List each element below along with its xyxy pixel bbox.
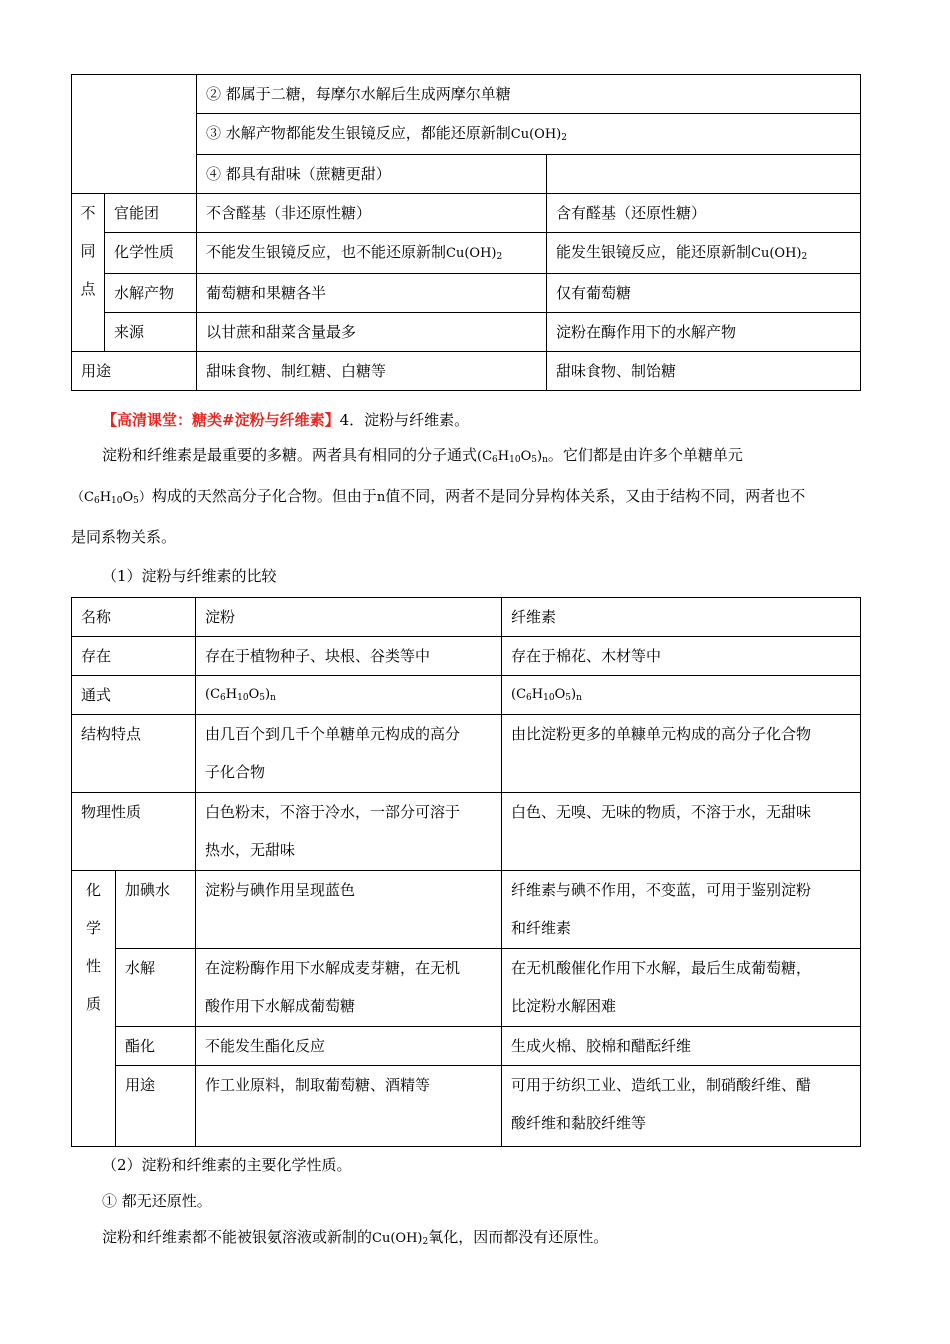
- row-label: 结构特点: [72, 715, 196, 793]
- maltose-cell: 含有醛基（还原性糖）: [547, 194, 861, 233]
- subheading-2: （2）淀粉和纤维素的主要化学性质。: [102, 1156, 352, 1174]
- cellulose-cell: 纤维素: [502, 598, 861, 637]
- cellulose-cell: 纤维素与碘不作用，不变蓝，可用于鉴别淀粉 和纤维素: [502, 871, 861, 949]
- maltose-cell: 能发生银镜反应，能还原新制$Cu(OH)_2$: [547, 233, 861, 274]
- diff-label: 不同点: [72, 194, 105, 352]
- section-title: 4．淀粉与纤维素。: [339, 411, 470, 429]
- cellulose-cell: 白色、无嗅、无味的物质，不溶于水，无甜味: [502, 793, 861, 871]
- sucrose-cell: 不含醛基（非还原性糖）: [197, 194, 547, 233]
- row-label: 通式: [72, 676, 196, 715]
- common-row-4: ④ 都具有甜味（蔗糖更甜）: [197, 155, 547, 194]
- sucrose-cell: 以甘蔗和甜菜含量最多: [197, 313, 547, 352]
- disaccharide-comparison-table: [71, 74, 861, 391]
- subheading-1: （1）淀粉与纤维素的比较: [102, 567, 277, 585]
- starch-cell: 由几百个到几千个单糖单元构成的高分 子化合物: [196, 715, 502, 793]
- sucrose-cell: 不能发生银镜反应，也不能还原新制$Cu(OH)_2$: [197, 233, 547, 274]
- maltose-cell: 仅有葡萄糖: [547, 274, 861, 313]
- chem-row-label: 水解: [116, 949, 196, 1027]
- blank-label-cell: [72, 75, 197, 194]
- paragraph-line: 淀粉和纤维素是最重要的多糖。两者具有相同的分子通式$(C_6H_{10}O_5)_n$。它们都是由许多个单糖单元: [102, 446, 743, 465]
- cellulose-cell: 可用于纺织工业、造纸工业，制硝酸纤维、醋 酸纤维和黏胶纤维等: [502, 1066, 861, 1147]
- diff-row-label: 来源: [105, 313, 197, 352]
- starch-cell: 白色粉末，不溶于冷水，一部分可溶于 热水，无甜味: [196, 793, 502, 871]
- paragraph-line: 是同系物关系。: [71, 528, 177, 546]
- point-1: ① 都无还原性。: [102, 1192, 212, 1210]
- chem-row-label: 酯化: [116, 1027, 196, 1066]
- starch-cell: 不能发生酯化反应: [196, 1027, 502, 1066]
- cellulose-cell: 由比淀粉更多的单糠单元构成的高分子化合物: [502, 715, 861, 793]
- section-heading: [102, 401, 469, 440]
- starch-formula: $(C_6H_{10}O_5)_n$: [196, 676, 502, 715]
- common-row-2: ② 都属于二糖，每摩尔水解后生成两摩尔单糖: [197, 75, 861, 114]
- diff-row-label: 官能团: [105, 194, 197, 233]
- starch-cell: 在淀粉酶作用下水解成麦芽糖，在无机 酸作用下水解成葡萄糖: [196, 949, 502, 1027]
- sucrose-cell: 甜味食物、制红糖、白糖等: [197, 352, 547, 391]
- paragraph-line: 淀粉和纤维素都不能被银氨溶液或新制的$Cu(OH)_2$氧化，因而都没有还原性。: [102, 1228, 609, 1247]
- chem-row-label: 用途: [116, 1066, 196, 1147]
- cellulose-formula: $(C_6H_{10}O_5)_n$: [502, 676, 861, 715]
- row-label: 存在: [72, 637, 196, 676]
- row-label: 名称: [72, 598, 196, 637]
- cellulose-cell: 生成火棉、胶棉和醋酝纤维: [502, 1027, 861, 1066]
- section-tag: 【高清课堂：糖类#淀粉与纤维素】: [102, 411, 340, 429]
- row-label: 物理性质: [72, 793, 196, 871]
- starch-cell: 淀粉与碘作用呈现蓝色: [196, 871, 502, 949]
- starch-cell: 淀粉: [196, 598, 502, 637]
- common-row-3: ③ 水解产物都能发生银镜反应，都能还原新制$Cu(OH)_2$: [197, 114, 861, 155]
- starch-cell: 作工业原料，制取葡萄糖、酒精等: [196, 1066, 502, 1147]
- sucrose-cell: 葡萄糖和果糖各半: [197, 274, 547, 313]
- use-label: 用途: [72, 352, 197, 391]
- maltose-cell: 淀粉在酶作用下的水解产物: [547, 313, 861, 352]
- maltose-cell: 甜味食物、制饴糖: [547, 352, 861, 391]
- chem-label: 化学性质: [72, 871, 116, 1147]
- diff-row-label: 化学性质: [105, 233, 197, 274]
- cellulose-cell: 在无机酸催化作用下水解，最后生成葡萄糖， 比淀粉水解困难: [502, 949, 861, 1027]
- starch-cellulose-table: [71, 597, 861, 1147]
- empty-cell: [547, 155, 861, 194]
- paragraph-line: $(C_6H_{10}O_5)$构成的天然高分子化合物。但由于n值不同，两者不是同分异构体关系，又由于结构不同，两者也不: [71, 487, 806, 506]
- cellulose-cell: 存在于棉花、木材等中: [502, 637, 861, 676]
- chem-row-label: 加碘水: [116, 871, 196, 949]
- diff-row-label: 水解产物: [105, 274, 197, 313]
- starch-cell: 存在于植物种子、块根、谷类等中: [196, 637, 502, 676]
